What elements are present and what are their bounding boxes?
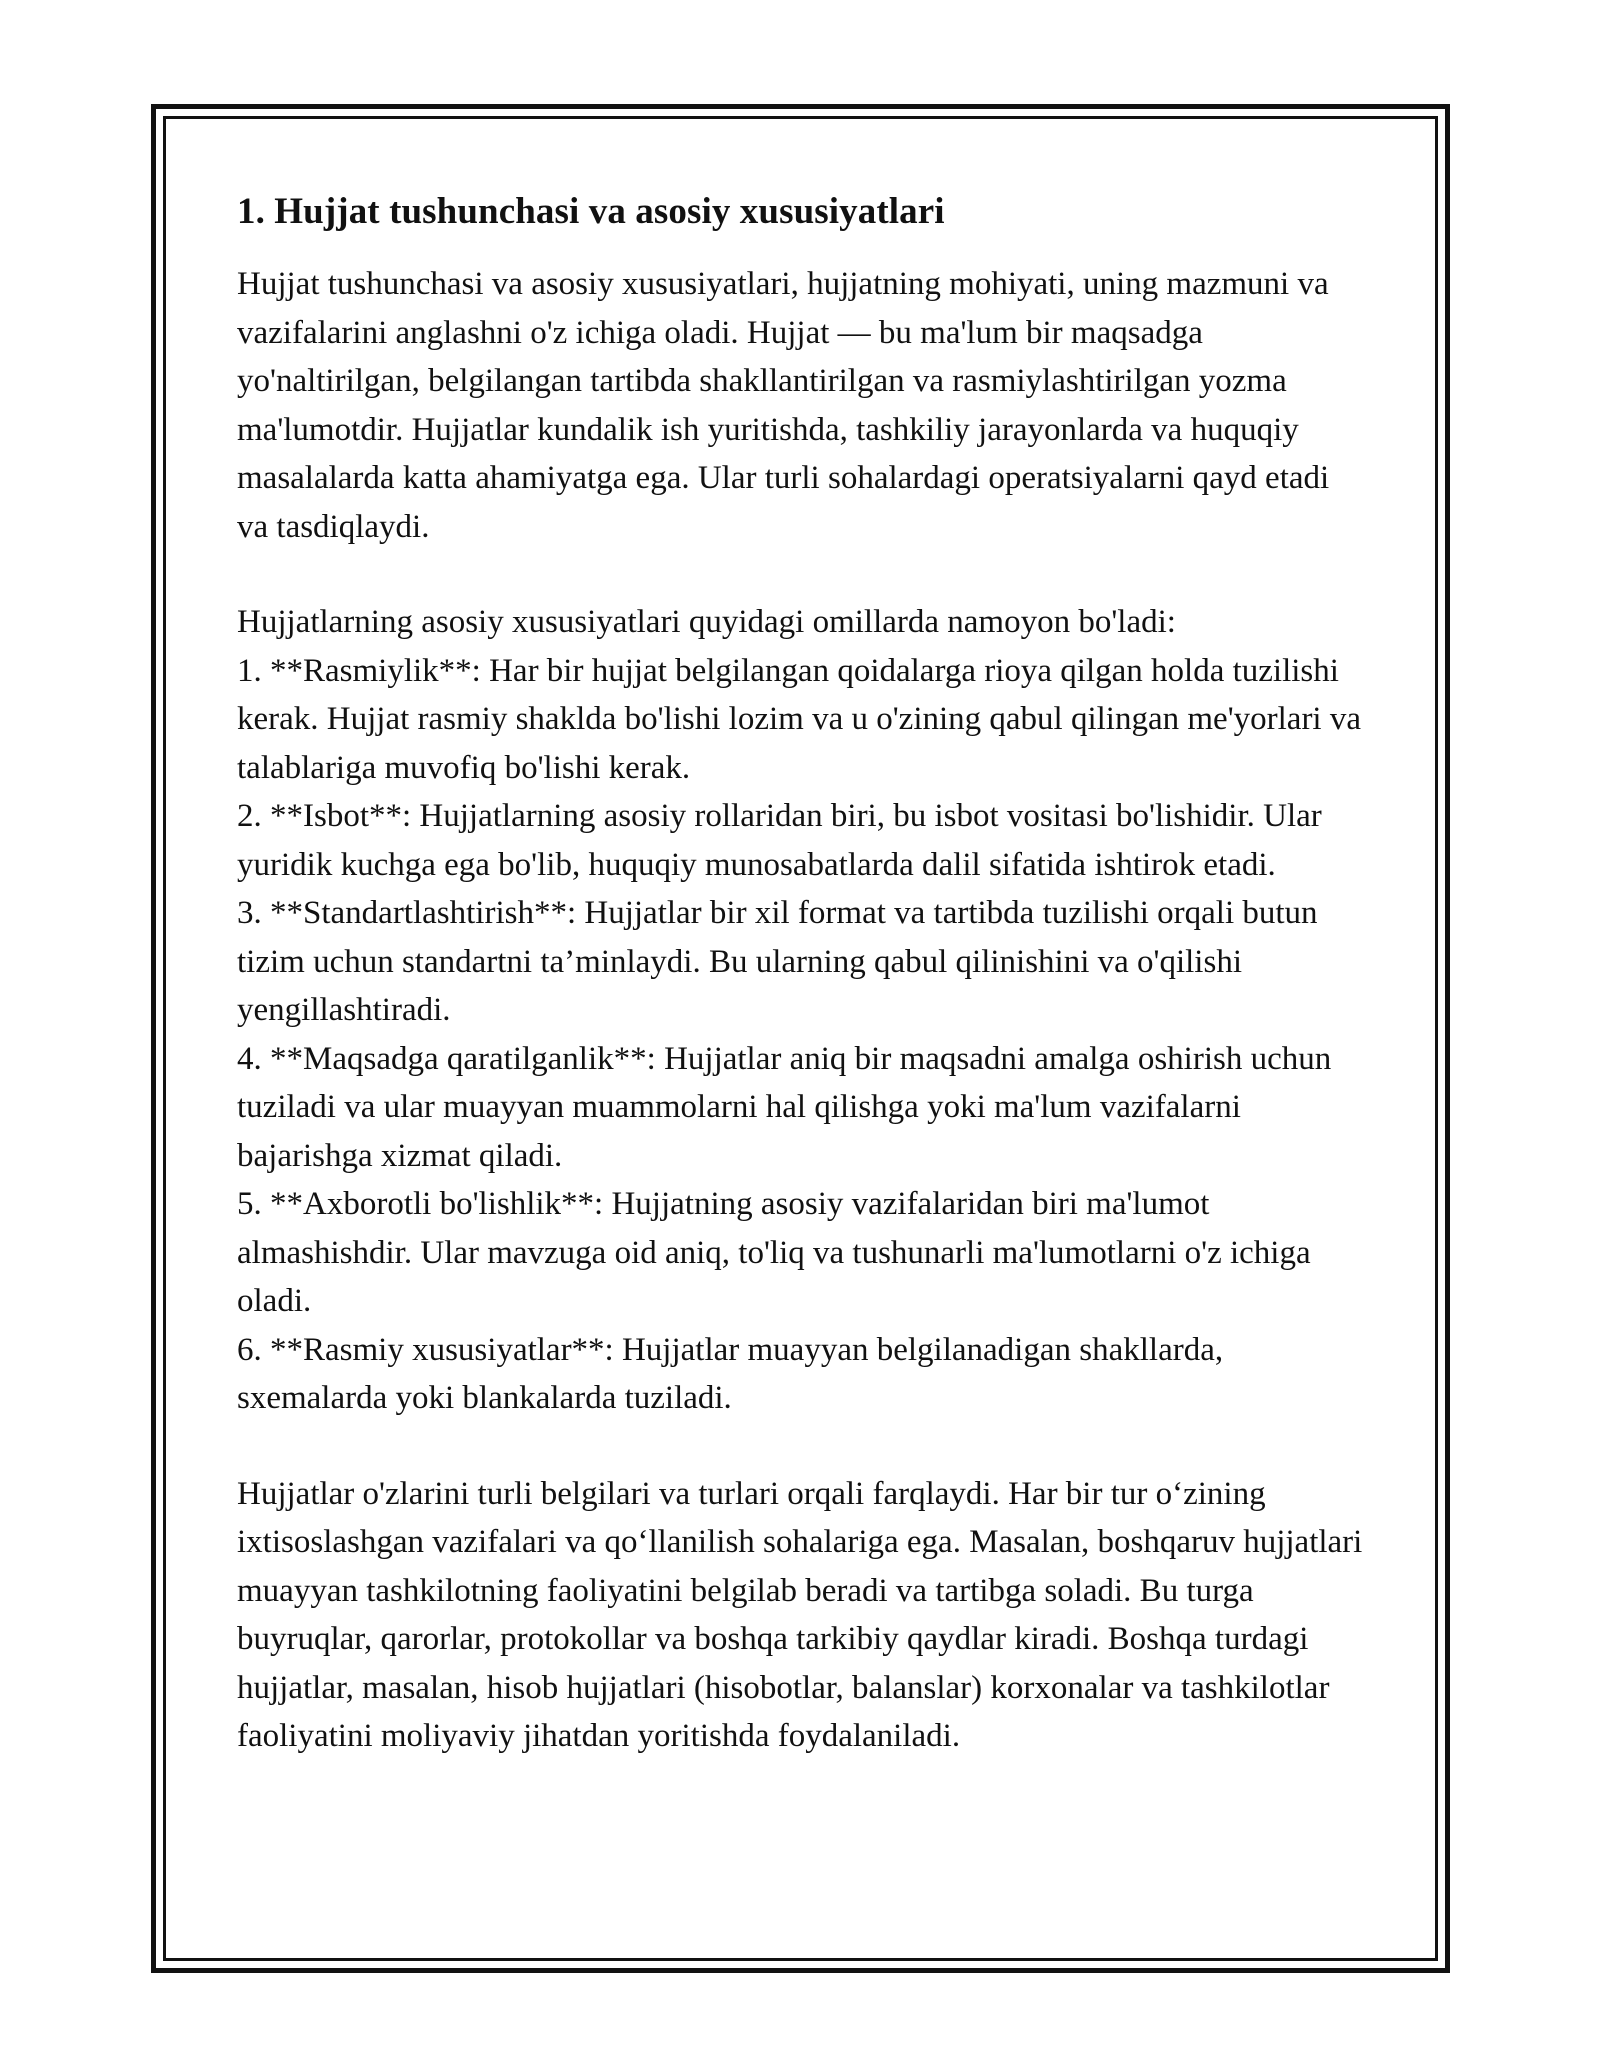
list-item-rasmiy-xususiyatlar: 6. **Rasmiy xususiyatlar**: Hujjatlar muayyan belgilanadigan shakllarda, sxemalarda yoki blankalarda tuziladi.	[237, 1331, 1224, 1416]
section-heading: 1. Hujjat tushunchasi va asosiy xususiyatlari	[237, 191, 945, 232]
intro-paragraph: Hujjat tushunchasi va asosiy xususiyatlari, hujjatning mohiyati, uning mazmuni va vazifalarini anglashni o'z ichiga oladi. Hujjat — bu ma'lum bir maqsadga yo'naltirilgan, belgilangan tartibda shakllantirilgan va rasmiylashtirilgan yozma ma'lumotdir. Hujjatlar kundalik ish yuritishda, tashkiliy jarayonlarda va huquqiy masalalarda katta ahamiyatga ega. Ular turli sohalardagi operatsiyalarni qayd etadi va tasdiqlaydi.	[237, 266, 1330, 545]
features-list	[237, 598, 1367, 1423]
list-item-isbot: 2. **Isbot**: Hujjatlarning asosiy rollaridan biri, bu isbot vositasi bo'lishidir. Ular yuridik kuchga ega bo'lib, huquqiy munosabatlarda dalil sifatida ishtirok etadi.	[237, 798, 1322, 883]
closing-paragraph: Hujjatlar o'zlarini turli belgilari va turlari orqali farqlaydi. Har bir tur o‘zining ixtisoslashgan vazifalari va qo‘llanilish sohalariga ega. Masalan, boshqaruv hujjatlari muayyan tashkilotning faoliyatini belgilab beradi va tartibga soladi. Bu turga buyruqlar, qarorlar, protokollar va boshqa tarkibiy qaydlar kiradi. Boshqa turdagi hujjatlar, masalan, hisob hujjatlari (hisobotlar, balanslar) korxonalar va tashkilotlar faoliyatini moliyaviy jihatdan yoritishda foydalaniladi.	[237, 1475, 1363, 1754]
list-item-maqsadga-qaratilganlik: 4. **Maqsadga qaratilganlik**: Hujjatlar aniq bir maqsadni amalga oshirish uchun tuziladi va ular muayyan muammolarni hal qilishga yoki ma'lum vazifalarni bajarishga xizmat qiladi.	[237, 1040, 1332, 1174]
list-item-standartlashtirish: 3. **Standartlashtirish**: Hujjatlar bir xil format va tartibda tuzilishi orqali butun tizim uchun standartni ta’minlaydi. Bu ularning qabul qilinishini va o'qilishi yengillashtiradi.	[237, 895, 1318, 1028]
list-item-rasmiylik: 1. **Rasmiylik**: Har bir hujjat belgilangan qoidalarga rioya qilgan holda tuzilishi kerak. Hujjat rasmiy shaklda bo'lishi lozim va u o'zining qabul qilingan me'yorlari va talablariga muvofiq bo'lishi kerak.	[237, 652, 1361, 786]
list-item-axborotli: 5. **Axborotli bo'lishlik**: Hujjatning asosiy vazifalaridan biri ma'lumot almashishdir. Ular mavzuga oid aniq, to'liq va tushunarli ma'lumotlarni o'z ichiga oladi.	[237, 1186, 1311, 1319]
list-intro: Hujjatlarning asosiy xususiyatlari quyidagi omillarda namoyon bo'ladi:	[237, 604, 1176, 640]
document-body	[237, 190, 1367, 1761]
